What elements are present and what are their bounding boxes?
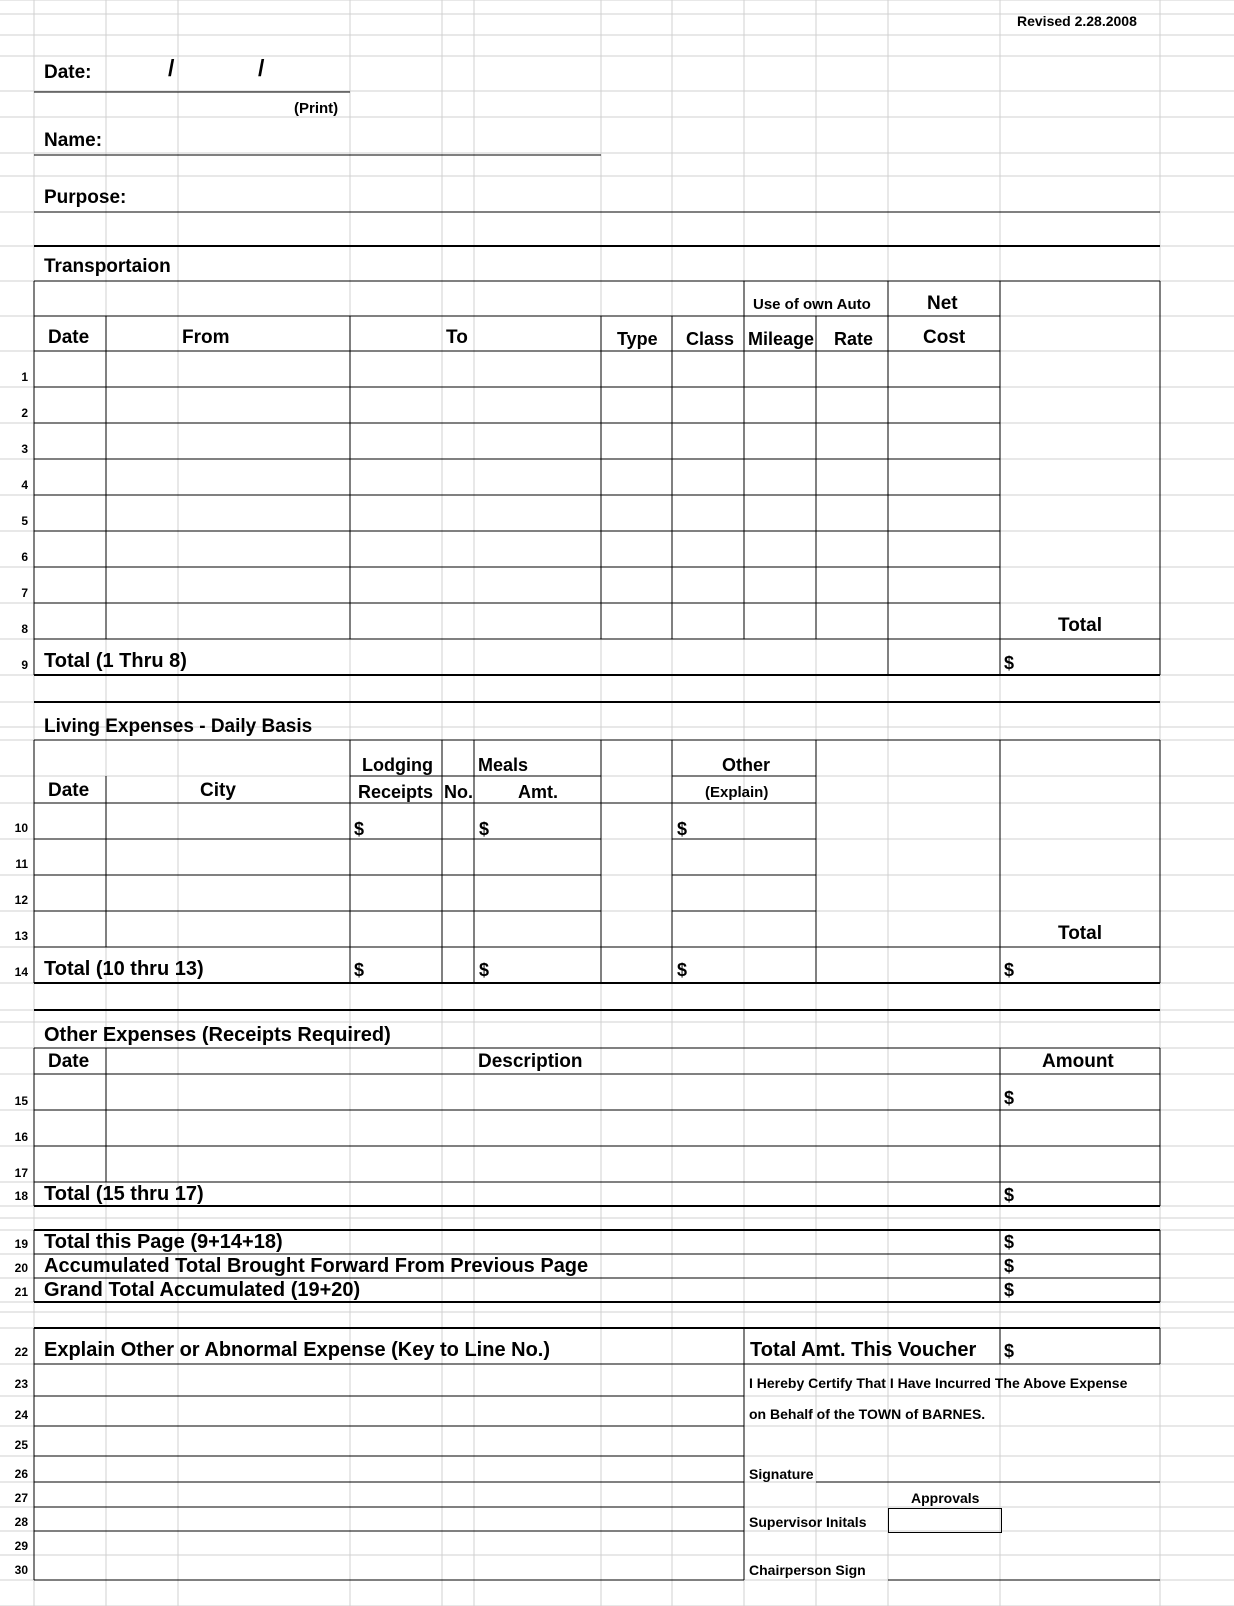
other-col-amount: Amount <box>1042 1051 1114 1072</box>
row-number: 26 <box>14 1467 28 1481</box>
transportation-total-amount: $ <box>1004 653 1015 673</box>
revised-date: Revised 2.28.2008 <box>1017 13 1137 29</box>
living-total-label: Total <box>1058 923 1102 944</box>
meals-total-amount: $ <box>479 960 490 980</box>
row-number: 21 <box>14 1285 28 1299</box>
date-label: Date: <box>44 62 92 83</box>
lodging-total-amount: $ <box>354 960 365 980</box>
supervisor-initials-field[interactable] <box>888 1508 1002 1533</box>
other-row10-amount: $ <box>677 819 688 839</box>
row-number: 30 <box>14 1563 28 1577</box>
meals-header: Meals <box>478 755 529 775</box>
total-this-page: Total this Page (9+14+18) <box>44 1231 283 1253</box>
date-separator-1: / <box>168 55 175 81</box>
accumulated-total-amount: $ <box>1004 1256 1015 1276</box>
supervisor-label: Supervisor Initals <box>749 1514 867 1530</box>
row-number: 12 <box>14 893 28 907</box>
name-label: Name: <box>44 130 103 151</box>
other-row15-amount: $ <box>1004 1088 1015 1108</box>
row-number: 6 <box>21 550 28 564</box>
use-of-own-auto-header: Use of own Auto <box>753 296 871 313</box>
row-number: 1 <box>21 370 28 384</box>
row-number: 7 <box>21 586 28 600</box>
row-number: 18 <box>14 1189 28 1203</box>
net-label: Net <box>927 293 958 314</box>
row-number: 10 <box>14 821 28 835</box>
other-col-date: Date <box>48 1051 90 1072</box>
lodging-header: Lodging <box>362 755 433 775</box>
row-number: 19 <box>14 1237 28 1251</box>
row-number: 22 <box>14 1345 28 1359</box>
living-title: Living Expenses - Daily Basis <box>44 716 313 737</box>
date-separator-2: / <box>258 55 265 81</box>
living-col-amt: Amt. <box>518 782 558 802</box>
transportation-total-row: Total (1 Thru 8) <box>44 650 187 672</box>
print-note: (Print) <box>294 100 339 117</box>
row-number: 20 <box>14 1261 28 1275</box>
chairperson-label: Chairperson Sign <box>749 1562 866 1578</box>
accumulated-total: Accumulated Total Brought Forward From Previous Page <box>44 1255 589 1277</box>
other-col-description: Description <box>478 1051 583 1072</box>
col-date: Date <box>48 327 90 348</box>
col-to: To <box>446 327 468 348</box>
col-rate: Rate <box>834 329 874 349</box>
certify-line-1: I Hereby Certify That I Have Incurred The Above Expense <box>749 1375 1128 1391</box>
other-total-row: Total (15 thru 17) <box>44 1183 204 1205</box>
row-number: 29 <box>14 1539 28 1553</box>
meals-row10-amount: $ <box>479 819 490 839</box>
other-total-amount: $ <box>677 960 688 980</box>
living-col-city: City <box>200 780 236 801</box>
approvals-label: Approvals <box>911 1490 980 1506</box>
living-col-explain: (Explain) <box>705 784 769 801</box>
lodging-row10-amount: $ <box>354 819 365 839</box>
row-number: 16 <box>14 1130 28 1144</box>
row-number: 13 <box>14 929 28 943</box>
explain-label: Explain Other or Abnormal Expense (Key to Line No.) <box>44 1339 551 1361</box>
transportation-title: Transportaion <box>44 256 171 277</box>
row-number: 2 <box>21 406 28 420</box>
living-col-no: No. <box>444 782 473 802</box>
row-number: 3 <box>21 442 28 456</box>
row-number: 15 <box>14 1094 28 1108</box>
voucher-total-amount: $ <box>1004 1341 1015 1361</box>
row-number: 17 <box>14 1166 28 1180</box>
other-expenses-title: Other Expenses (Receipts Required) <box>44 1024 391 1046</box>
row-number: 4 <box>21 478 28 492</box>
signature-label: Signature <box>749 1466 814 1482</box>
row-number: 5 <box>21 514 28 528</box>
living-total-row: Total (10 thru 13) <box>44 958 204 980</box>
row-number: 24 <box>14 1408 28 1422</box>
row-number: 23 <box>14 1377 28 1391</box>
grand-total-amount: $ <box>1004 1280 1015 1300</box>
other-total-amount: $ <box>1004 1185 1015 1205</box>
row-number: 9 <box>21 658 28 672</box>
total-this-page-amount: $ <box>1004 1232 1015 1252</box>
certify-line-2: on Behalf of the TOWN of BARNES. <box>749 1406 986 1422</box>
row-number: 14 <box>14 965 28 979</box>
row-number: 27 <box>14 1491 28 1505</box>
living-col-date: Date <box>48 780 90 801</box>
col-cost: Cost <box>923 327 966 348</box>
col-type: Type <box>617 329 658 349</box>
transportation-total-label: Total <box>1058 615 1102 636</box>
row-number: 11 <box>15 857 28 871</box>
col-mileage: Mileage <box>748 329 815 349</box>
other-header: Other <box>722 755 771 775</box>
grand-total: Grand Total Accumulated (19+20) <box>44 1279 361 1301</box>
row-number: 8 <box>21 622 28 636</box>
voucher-total-label: Total Amt. This Voucher <box>750 1339 977 1361</box>
col-from: From <box>182 327 230 348</box>
col-class: Class <box>686 329 735 349</box>
row-number: 25 <box>14 1438 28 1452</box>
purpose-label: Purpose: <box>44 187 127 208</box>
row-number: 28 <box>14 1515 28 1529</box>
living-total-amount: $ <box>1004 960 1015 980</box>
living-col-receipts: Receipts <box>358 782 434 802</box>
